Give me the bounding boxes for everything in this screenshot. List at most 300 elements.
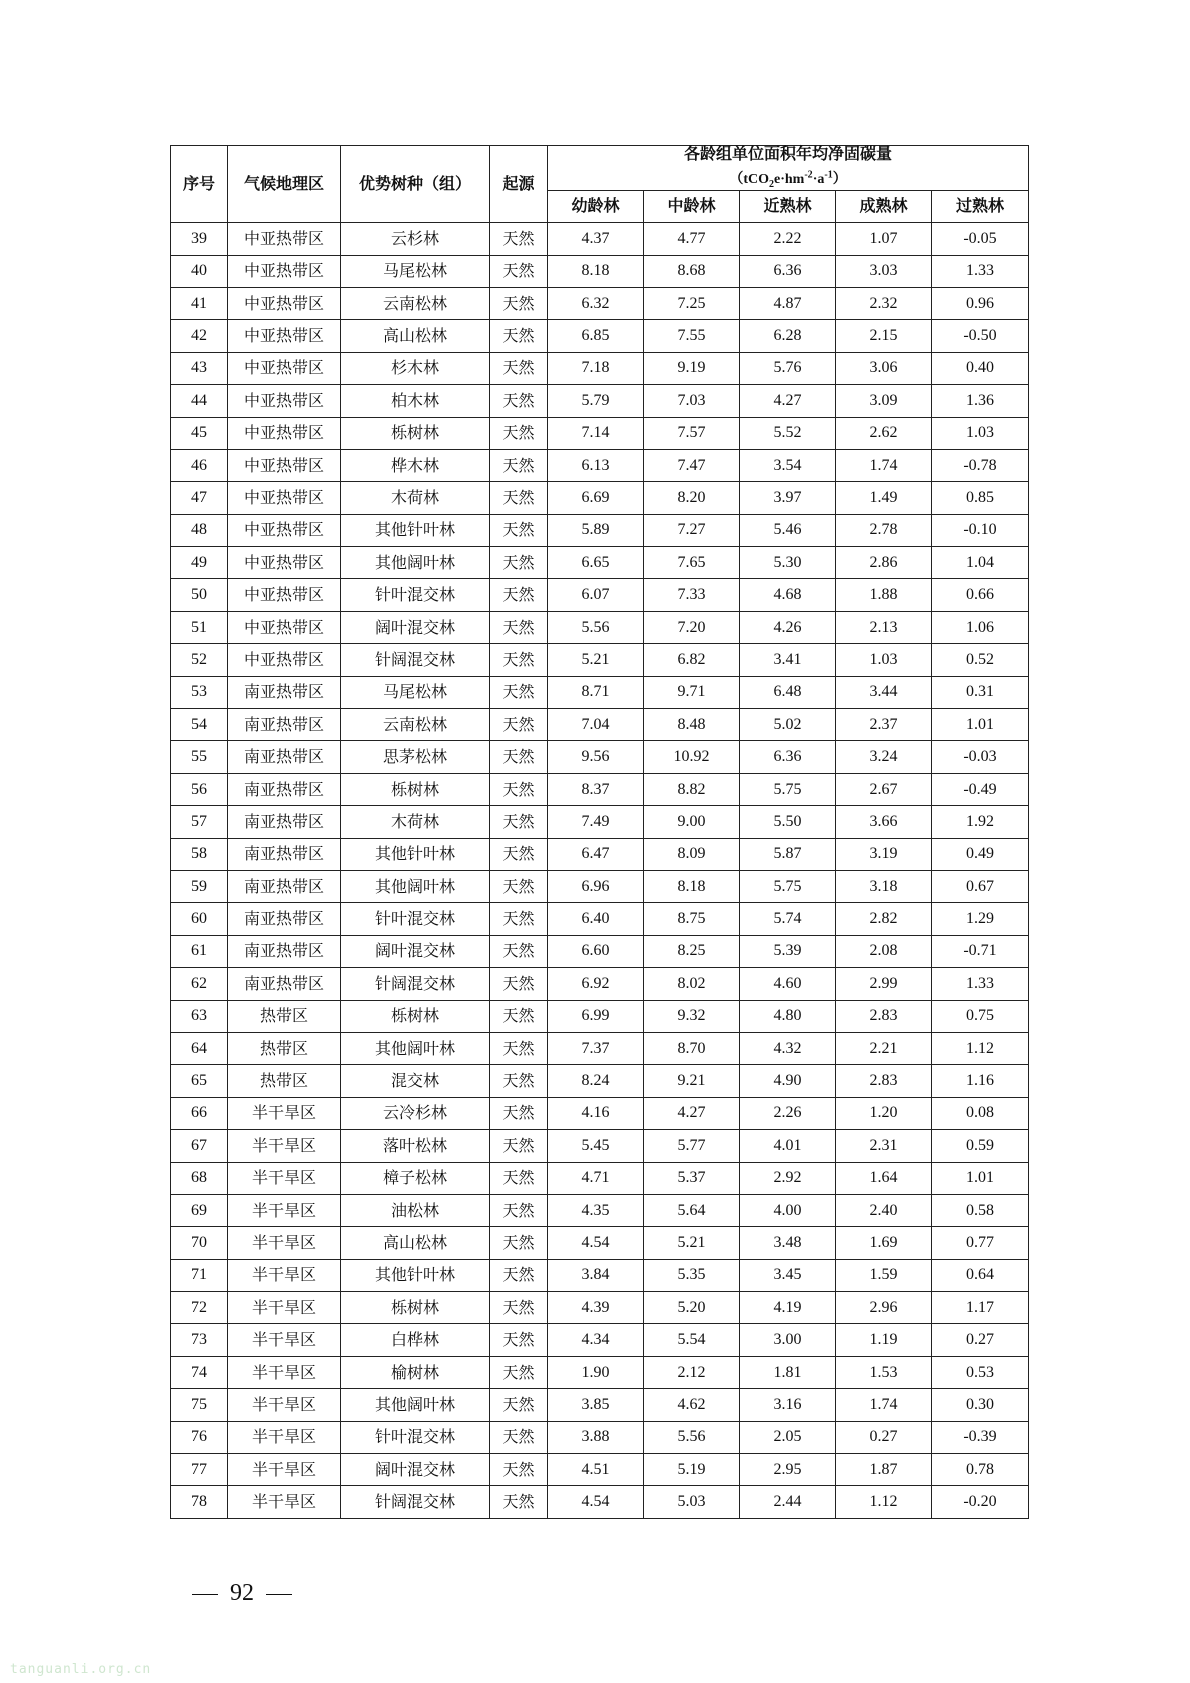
cell-mature: 2.96 — [836, 1292, 932, 1324]
cell-zone: 中亚热带区 — [228, 644, 341, 676]
cell-species: 落叶松林 — [341, 1130, 490, 1162]
unit-sub-2: 2 — [769, 178, 774, 190]
cell-overmature: 0.78 — [932, 1454, 1029, 1486]
cell-overmature: 1.29 — [932, 903, 1029, 935]
cell-species: 阔叶混交林 — [341, 611, 490, 643]
cell-seq: 63 — [171, 1000, 228, 1032]
cell-mature: 1.20 — [836, 1097, 932, 1129]
cell-origin: 天然 — [490, 1194, 548, 1226]
cell-middle: 4.27 — [644, 1097, 740, 1129]
header-age-young: 幼龄林 — [548, 190, 644, 222]
table-row — [171, 255, 1029, 287]
cell-origin: 天然 — [490, 1421, 548, 1453]
cell-young: 6.13 — [548, 449, 644, 481]
cell-species: 其他阔叶林 — [341, 871, 490, 903]
cell-young: 7.14 — [548, 417, 644, 449]
cell-zone: 南亚热带区 — [228, 871, 341, 903]
cell-middle: 5.20 — [644, 1292, 740, 1324]
cell-mature: 2.37 — [836, 709, 932, 741]
cell-mature: 2.15 — [836, 320, 932, 352]
cell-seq: 65 — [171, 1065, 228, 1097]
cell-mature: 1.07 — [836, 223, 932, 255]
cell-zone: 南亚热带区 — [228, 676, 341, 708]
cell-middle: 8.18 — [644, 871, 740, 903]
cell-premature: 4.32 — [740, 1032, 836, 1064]
cell-origin: 天然 — [490, 1356, 548, 1388]
cell-young: 5.21 — [548, 644, 644, 676]
table-row — [171, 1454, 1029, 1486]
cell-origin: 天然 — [490, 320, 548, 352]
table-row — [171, 1194, 1029, 1226]
cell-zone: 中亚热带区 — [228, 514, 341, 546]
cell-origin: 天然 — [490, 255, 548, 287]
cell-seq: 39 — [171, 223, 228, 255]
cell-premature: 5.76 — [740, 352, 836, 384]
cell-middle: 4.62 — [644, 1389, 740, 1421]
cell-species: 针阔混交林 — [341, 968, 490, 1000]
cell-young: 7.37 — [548, 1032, 644, 1064]
cell-mature: 0.27 — [836, 1421, 932, 1453]
table-row — [171, 1259, 1029, 1291]
cell-mature: 3.44 — [836, 676, 932, 708]
cell-middle: 9.21 — [644, 1065, 740, 1097]
cell-species: 栎树林 — [341, 773, 490, 805]
cell-overmature: 1.06 — [932, 611, 1029, 643]
cell-species: 木荷林 — [341, 806, 490, 838]
cell-middle: 8.70 — [644, 1032, 740, 1064]
cell-premature: 4.60 — [740, 968, 836, 1000]
cell-middle: 5.21 — [644, 1227, 740, 1259]
cell-species: 针阔混交林 — [341, 644, 490, 676]
cell-species: 白桦林 — [341, 1324, 490, 1356]
cell-zone: 半干旱区 — [228, 1421, 341, 1453]
cell-origin: 天然 — [490, 1097, 548, 1129]
watermark: tanguanli.org.cn — [10, 1662, 152, 1677]
cell-overmature: 0.67 — [932, 871, 1029, 903]
cell-zone: 半干旱区 — [228, 1227, 341, 1259]
cell-young: 1.90 — [548, 1356, 644, 1388]
cell-mature: 1.87 — [836, 1454, 932, 1486]
cell-overmature: 0.75 — [932, 1000, 1029, 1032]
cell-premature: 5.74 — [740, 903, 836, 935]
cell-middle: 5.35 — [644, 1259, 740, 1291]
cell-overmature: 0.52 — [932, 644, 1029, 676]
cell-young: 7.49 — [548, 806, 644, 838]
cell-middle: 7.57 — [644, 417, 740, 449]
cell-middle: 10.92 — [644, 741, 740, 773]
cell-mature: 2.83 — [836, 1065, 932, 1097]
cell-premature: 5.02 — [740, 709, 836, 741]
cell-mature: 2.08 — [836, 935, 932, 967]
cell-species: 针叶混交林 — [341, 1421, 490, 1453]
cell-young: 5.79 — [548, 385, 644, 417]
cell-mature: 2.62 — [836, 417, 932, 449]
cell-zone: 中亚热带区 — [228, 579, 341, 611]
cell-seq: 40 — [171, 255, 228, 287]
cell-young: 6.47 — [548, 838, 644, 870]
cell-mature: 1.12 — [836, 1486, 932, 1518]
table-row — [171, 1486, 1029, 1518]
header-group — [548, 146, 1029, 191]
footer-dash-right — [266, 1594, 292, 1595]
cell-mature: 1.69 — [836, 1227, 932, 1259]
cell-overmature: -0.78 — [932, 449, 1029, 481]
table-row — [171, 773, 1029, 805]
cell-overmature: 0.96 — [932, 287, 1029, 319]
cell-zone: 半干旱区 — [228, 1486, 341, 1518]
cell-origin: 天然 — [490, 417, 548, 449]
cell-zone: 南亚热带区 — [228, 968, 341, 1000]
cell-premature: 3.41 — [740, 644, 836, 676]
cell-young: 8.18 — [548, 255, 644, 287]
header-zone: 气候地理区 — [228, 146, 341, 223]
cell-zone: 中亚热带区 — [228, 223, 341, 255]
cell-overmature: 1.01 — [932, 1162, 1029, 1194]
table-row — [171, 935, 1029, 967]
cell-seq: 62 — [171, 968, 228, 1000]
cell-zone: 半干旱区 — [228, 1356, 341, 1388]
cell-zone: 中亚热带区 — [228, 287, 341, 319]
cell-origin: 天然 — [490, 385, 548, 417]
cell-species: 针阔混交林 — [341, 1486, 490, 1518]
cell-zone: 中亚热带区 — [228, 352, 341, 384]
cell-overmature: 1.01 — [932, 709, 1029, 741]
cell-young: 4.16 — [548, 1097, 644, 1129]
header-age-mature: 成熟林 — [836, 190, 932, 222]
cell-middle: 9.32 — [644, 1000, 740, 1032]
cell-seq: 56 — [171, 773, 228, 805]
cell-middle: 8.82 — [644, 773, 740, 805]
cell-species: 其他针叶林 — [341, 838, 490, 870]
cell-zone: 中亚热带区 — [228, 417, 341, 449]
cell-middle: 6.82 — [644, 644, 740, 676]
cell-zone: 中亚热带区 — [228, 255, 341, 287]
cell-seq: 66 — [171, 1097, 228, 1129]
header-group-title: 各龄组单位面积年均净固碳量 — [684, 144, 893, 163]
cell-species: 其他阔叶林 — [341, 1389, 490, 1421]
table-row — [171, 579, 1029, 611]
cell-mature: 2.78 — [836, 514, 932, 546]
unit-close: ） — [832, 172, 847, 187]
cell-middle: 8.68 — [644, 255, 740, 287]
cell-mature: 2.82 — [836, 903, 932, 935]
cell-mature: 1.53 — [836, 1356, 932, 1388]
cell-premature: 3.54 — [740, 449, 836, 481]
header-origin: 起源 — [490, 146, 548, 223]
cell-overmature: -0.20 — [932, 1486, 1029, 1518]
cell-young: 4.39 — [548, 1292, 644, 1324]
cell-premature: 6.36 — [740, 255, 836, 287]
cell-young: 5.89 — [548, 514, 644, 546]
table-row — [171, 417, 1029, 449]
cell-overmature: 0.85 — [932, 482, 1029, 514]
cell-overmature: 0.27 — [932, 1324, 1029, 1356]
cell-young: 4.35 — [548, 1194, 644, 1226]
cell-mature: 1.59 — [836, 1259, 932, 1291]
cell-middle: 7.25 — [644, 287, 740, 319]
cell-origin: 天然 — [490, 1032, 548, 1064]
cell-seq: 43 — [171, 352, 228, 384]
unit-sup-2: -1 — [824, 169, 833, 181]
cell-overmature: -0.10 — [932, 514, 1029, 546]
cell-zone: 半干旱区 — [228, 1162, 341, 1194]
cell-seq: 46 — [171, 449, 228, 481]
table-row — [171, 449, 1029, 481]
cell-young: 5.45 — [548, 1130, 644, 1162]
table-row — [171, 1421, 1029, 1453]
cell-species: 栎树林 — [341, 1292, 490, 1324]
cell-premature: 2.22 — [740, 223, 836, 255]
header-age-premature: 近熟林 — [740, 190, 836, 222]
cell-overmature: 1.03 — [932, 417, 1029, 449]
cell-premature: 6.28 — [740, 320, 836, 352]
carbon-sequestration-table — [170, 145, 1029, 1519]
cell-species: 柏木林 — [341, 385, 490, 417]
table-row — [171, 644, 1029, 676]
cell-mature: 1.74 — [836, 1389, 932, 1421]
table-row — [171, 838, 1029, 870]
cell-origin: 天然 — [490, 1389, 548, 1421]
cell-young: 5.56 — [548, 611, 644, 643]
cell-middle: 4.77 — [644, 223, 740, 255]
cell-middle: 5.56 — [644, 1421, 740, 1453]
cell-middle: 9.19 — [644, 352, 740, 384]
table-row — [171, 1324, 1029, 1356]
cell-overmature: 0.59 — [932, 1130, 1029, 1162]
cell-middle: 8.48 — [644, 709, 740, 741]
cell-overmature: 0.49 — [932, 838, 1029, 870]
table-row — [171, 1000, 1029, 1032]
cell-zone: 半干旱区 — [228, 1259, 341, 1291]
table-row — [171, 385, 1029, 417]
cell-mature: 2.31 — [836, 1130, 932, 1162]
cell-premature: 4.27 — [740, 385, 836, 417]
cell-mature: 1.74 — [836, 449, 932, 481]
cell-mature: 3.66 — [836, 806, 932, 838]
cell-overmature: 0.31 — [932, 676, 1029, 708]
cell-species: 针叶混交林 — [341, 579, 490, 611]
unit-sup-1: -2 — [804, 169, 813, 181]
cell-mature: 2.86 — [836, 547, 932, 579]
cell-premature: 2.44 — [740, 1486, 836, 1518]
cell-young: 8.71 — [548, 676, 644, 708]
cell-origin: 天然 — [490, 644, 548, 676]
cell-seq: 67 — [171, 1130, 228, 1162]
cell-species: 其他针叶林 — [341, 1259, 490, 1291]
cell-premature: 2.95 — [740, 1454, 836, 1486]
cell-overmature: 1.17 — [932, 1292, 1029, 1324]
cell-seq: 57 — [171, 806, 228, 838]
cell-zone: 半干旱区 — [228, 1194, 341, 1226]
cell-zone: 南亚热带区 — [228, 935, 341, 967]
cell-middle: 8.25 — [644, 935, 740, 967]
cell-premature: 3.48 — [740, 1227, 836, 1259]
table-row — [171, 223, 1029, 255]
cell-origin: 天然 — [490, 352, 548, 384]
cell-origin: 天然 — [490, 1324, 548, 1356]
cell-zone: 中亚热带区 — [228, 385, 341, 417]
cell-overmature: 0.64 — [932, 1259, 1029, 1291]
cell-premature: 4.90 — [740, 1065, 836, 1097]
table-row — [171, 903, 1029, 935]
cell-overmature: -0.05 — [932, 223, 1029, 255]
cell-zone: 热带区 — [228, 1032, 341, 1064]
cell-origin: 天然 — [490, 287, 548, 319]
cell-premature: 4.80 — [740, 1000, 836, 1032]
cell-species: 杉木林 — [341, 352, 490, 384]
cell-mature: 2.13 — [836, 611, 932, 643]
cell-species: 其他阔叶林 — [341, 1032, 490, 1064]
cell-origin: 天然 — [490, 1227, 548, 1259]
cell-overmature: 1.36 — [932, 385, 1029, 417]
cell-mature: 2.67 — [836, 773, 932, 805]
table-body — [171, 223, 1029, 1519]
cell-seq: 54 — [171, 709, 228, 741]
table-row — [171, 352, 1029, 384]
cell-middle: 8.20 — [644, 482, 740, 514]
cell-premature: 5.75 — [740, 773, 836, 805]
cell-species: 桦木林 — [341, 449, 490, 481]
table-row — [171, 871, 1029, 903]
cell-mature: 3.19 — [836, 838, 932, 870]
table-row — [171, 709, 1029, 741]
cell-species: 阔叶混交林 — [341, 1454, 490, 1486]
cell-seq: 77 — [171, 1454, 228, 1486]
table-row — [171, 320, 1029, 352]
cell-seq: 64 — [171, 1032, 228, 1064]
cell-origin: 天然 — [490, 547, 548, 579]
cell-seq: 69 — [171, 1194, 228, 1226]
cell-young: 4.71 — [548, 1162, 644, 1194]
cell-species: 思茅松林 — [341, 741, 490, 773]
unit-mid-1: e·hm — [774, 172, 805, 187]
cell-young: 4.51 — [548, 1454, 644, 1486]
cell-mature: 1.03 — [836, 644, 932, 676]
cell-seq: 68 — [171, 1162, 228, 1194]
cell-zone: 南亚热带区 — [228, 806, 341, 838]
cell-mature: 2.99 — [836, 968, 932, 1000]
cell-premature: 2.26 — [740, 1097, 836, 1129]
cell-species: 栎树林 — [341, 1000, 490, 1032]
cell-premature: 4.87 — [740, 287, 836, 319]
cell-overmature: -0.03 — [932, 741, 1029, 773]
cell-species: 针叶混交林 — [341, 903, 490, 935]
cell-zone: 热带区 — [228, 1000, 341, 1032]
cell-seq: 72 — [171, 1292, 228, 1324]
cell-middle: 2.12 — [644, 1356, 740, 1388]
cell-premature: 5.39 — [740, 935, 836, 967]
header-unit — [729, 169, 847, 190]
cell-zone: 中亚热带区 — [228, 547, 341, 579]
table-row — [171, 1356, 1029, 1388]
cell-middle: 5.03 — [644, 1486, 740, 1518]
cell-overmature: 0.40 — [932, 352, 1029, 384]
cell-young: 3.88 — [548, 1421, 644, 1453]
cell-young: 7.18 — [548, 352, 644, 384]
cell-species: 榆树林 — [341, 1356, 490, 1388]
cell-middle: 5.77 — [644, 1130, 740, 1162]
cell-young: 6.60 — [548, 935, 644, 967]
cell-seq: 70 — [171, 1227, 228, 1259]
cell-seq: 48 — [171, 514, 228, 546]
cell-premature: 2.05 — [740, 1421, 836, 1453]
cell-overmature: 1.92 — [932, 806, 1029, 838]
cell-origin: 天然 — [490, 1486, 548, 1518]
cell-seq: 50 — [171, 579, 228, 611]
cell-origin: 天然 — [490, 1454, 548, 1486]
cell-young: 7.04 — [548, 709, 644, 741]
cell-species: 云冷杉林 — [341, 1097, 490, 1129]
cell-overmature: 0.30 — [932, 1389, 1029, 1421]
cell-seq: 47 — [171, 482, 228, 514]
cell-middle: 5.64 — [644, 1194, 740, 1226]
cell-seq: 53 — [171, 676, 228, 708]
cell-origin: 天然 — [490, 806, 548, 838]
cell-middle: 7.20 — [644, 611, 740, 643]
cell-premature: 2.92 — [740, 1162, 836, 1194]
cell-young: 4.54 — [548, 1486, 644, 1518]
cell-mature: 3.03 — [836, 255, 932, 287]
cell-zone: 中亚热带区 — [228, 482, 341, 514]
cell-seq: 49 — [171, 547, 228, 579]
cell-middle: 7.33 — [644, 579, 740, 611]
cell-mature: 3.18 — [836, 871, 932, 903]
cell-species: 高山松林 — [341, 1227, 490, 1259]
cell-seq: 75 — [171, 1389, 228, 1421]
table-row — [171, 547, 1029, 579]
cell-young: 6.69 — [548, 482, 644, 514]
cell-young: 8.37 — [548, 773, 644, 805]
cell-origin: 天然 — [490, 935, 548, 967]
cell-mature: 2.83 — [836, 1000, 932, 1032]
header-species: 优势树种（组） — [341, 146, 490, 223]
cell-premature: 4.26 — [740, 611, 836, 643]
cell-species: 云南松林 — [341, 709, 490, 741]
cell-seq: 44 — [171, 385, 228, 417]
cell-seq: 61 — [171, 935, 228, 967]
cell-origin: 天然 — [490, 223, 548, 255]
cell-seq: 51 — [171, 611, 228, 643]
cell-zone: 热带区 — [228, 1065, 341, 1097]
page-number: 92 — [230, 1580, 254, 1606]
cell-middle: 9.71 — [644, 676, 740, 708]
cell-premature: 4.01 — [740, 1130, 836, 1162]
cell-premature: 5.30 — [740, 547, 836, 579]
cell-overmature: -0.49 — [932, 773, 1029, 805]
cell-overmature: 1.33 — [932, 255, 1029, 287]
cell-young: 6.85 — [548, 320, 644, 352]
cell-zone: 南亚热带区 — [228, 773, 341, 805]
table-row — [171, 611, 1029, 643]
cell-premature: 5.52 — [740, 417, 836, 449]
header-age-middle: 中龄林 — [644, 190, 740, 222]
cell-zone: 半干旱区 — [228, 1130, 341, 1162]
cell-species: 马尾松林 — [341, 255, 490, 287]
cell-origin: 天然 — [490, 1292, 548, 1324]
cell-premature: 3.97 — [740, 482, 836, 514]
cell-overmature: 0.53 — [932, 1356, 1029, 1388]
cell-zone: 南亚热带区 — [228, 741, 341, 773]
cell-young: 3.84 — [548, 1259, 644, 1291]
cell-premature: 4.00 — [740, 1194, 836, 1226]
cell-premature: 6.48 — [740, 676, 836, 708]
cell-mature: 1.19 — [836, 1324, 932, 1356]
cell-origin: 天然 — [490, 773, 548, 805]
cell-young: 6.92 — [548, 968, 644, 1000]
cell-zone: 半干旱区 — [228, 1454, 341, 1486]
cell-mature: 1.49 — [836, 482, 932, 514]
cell-premature: 4.68 — [740, 579, 836, 611]
